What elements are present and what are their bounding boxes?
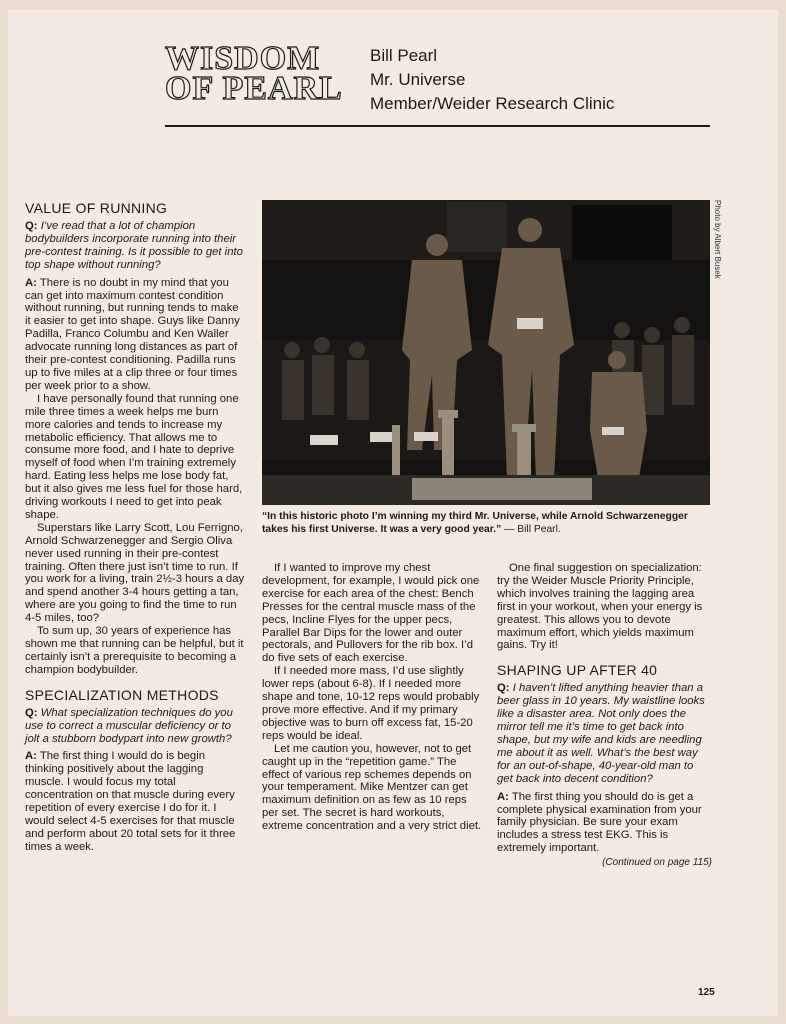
photo-credit-text: Photo by Albert Busek [713,200,722,279]
answer-text: The first thing I would do is begin thinking positively about the lagging muscle. I would focus my total concentration on that muscle during every repetition of every exercise I do for it. I would select 4-5 exercises for that muscle and perform about 20 total sets for it three times a week. [25,750,236,853]
question-label: Q: [25,220,38,232]
answer-label: A: [25,276,37,289]
article-column-3 [497,562,712,870]
question-text: I haven’t lifted anything heavier than a beer glass in 10 years. My waistline looks like a disaster area. Not only does the mirror tell me it’s time to get back into shape, but my wife and kids are needling me about it as well. What’s the best way for an out-of-shape, 40-year-old man to get back into decent condition? [497,682,705,785]
question-label: Q: [25,706,38,719]
article-column-2 [262,562,485,833]
column-title-line1: WISDOM [165,40,321,77]
section-heading-specialization: SPECIALIZATION METHODS [25,686,219,703]
paragraph: Superstars like Larry Scott, Lou Ferrigno, Arnold Schwarzenegger and Sergio Oliva never used running in their pre-contest training. Often there just isn’t time to run. If you work for a living, train 2½-3 hours a day and spend another 3-4 hours getting a tan, where are you going to find the time to run 4-5 miles, too? [25,521,245,625]
answer-specialization-start [25,750,245,853]
question-specialization [25,707,245,746]
author-title: Mr. Universe [370,70,466,89]
author-name: Bill Pearl [370,46,438,65]
masthead-rule [165,125,710,127]
answer-text: There is no doubt in my mind that you can get into maximum contest condition without running, but running tends to make it easier to get into shape. Guys like Danny Padilla, Franco Columbu and Ken Waller advocate running long distances as part of their pre-contest conditioning. Padilla runs up to five miles at a clip three or four times per week prior to a show. [25,276,240,392]
paragraph: One final suggestion on specialization: try the Weider Muscle Priority Principle, which involves training the lagging area first in your workout, when your energy is greatest. This allows you to devote maximum effort, which yields maximum gains. Try it! [497,562,703,652]
answer-label: A: [497,790,509,803]
author-block [370,44,614,116]
author-affiliation: Member/Weider Research Clinic [370,94,615,113]
page-number: 125 [698,987,715,998]
section-heading-shaping-up: SHAPING UP AFTER 40 [497,662,658,679]
answer-running [25,277,245,393]
column-title-line2: OF PEARL [165,70,343,107]
answer-text: The first thing you should do is get a complete physical examination from your family physician. Be sure your exam includes a stress test EKG. This is extremely important. [497,790,702,855]
paragraph: If I needed more mass, I’d use slightly lower reps (about 6-8). If I needed more shape and tone, 10-12 reps would probably prove more effective. And if my primary objective was to burn off excess fat, 15-20 reps would be ideal. [262,665,480,742]
question-label: Q: [497,682,510,695]
answer-label: A: [25,750,37,763]
photo-caption [262,510,712,536]
section-heading-running: VALUE OF RUNNING [25,200,168,216]
article-column-1 [25,200,245,854]
photo-caption-quote: “In this historic photo I’m winning my third Mr. Universe, while Arnold Schwarzenegger takes his first Universe. It was a very good year.” [262,511,688,535]
photo-caption-attribution: — Bill Pearl. [501,524,561,535]
paragraph: To sum up, 30 years of experience has shown me that running can be helpful, but it certainly isn’t a prerequisite to becoming a champion bodybuilder. [25,625,244,676]
question-running [25,220,245,272]
question-text: I’ve read that a lot of champion bodybuilders incorporate running into their pre-contest training. Is it possible to get into top shape without running? [25,220,243,271]
paragraph: I have personally found that running one mile three times a week helps me burn more calories and tends to increase my metabolic efficiency. That allows me to consume more food, and I hate to deprive myself of food when I’m training extremely hard. Eating less helps me lose body fat, but it also gives me less fuel for those hard, driving workouts I need to get into peak shape. [25,392,243,521]
answer-shaping-up [497,791,712,856]
column-title [165,40,355,107]
paragraph: Let me caution you, however, not to get caught up in the “repetition game.” The effect of various rep schemes depends on your temperament. Mike Mentzer can get maximum definition on as few as 10 reps per set. The secret is hard workouts, extreme concentration and a very strict diet. [262,742,482,833]
paragraph: If I wanted to improve my chest development, for example, I would pick one exercise for each area of the chest: Bench Presses for the central muscle mass of the pecs, Incline Flyes for the upper pecs, Parallel Bar Dips for the lower and outer pectorals, and Pullovers for the rib box. I’d do five sets of each exercise. [262,562,480,665]
question-shaping-up [497,682,712,785]
contest-photo [262,200,710,505]
continued-note: (Continued on page 115) [602,857,712,869]
photo-credit [710,200,724,310]
question-text: What specialization techniques do you use to correct a muscular deficiency or to jolt a stubborn bodypart into new growth? [25,706,233,745]
contest-photo-illustration [262,200,710,505]
